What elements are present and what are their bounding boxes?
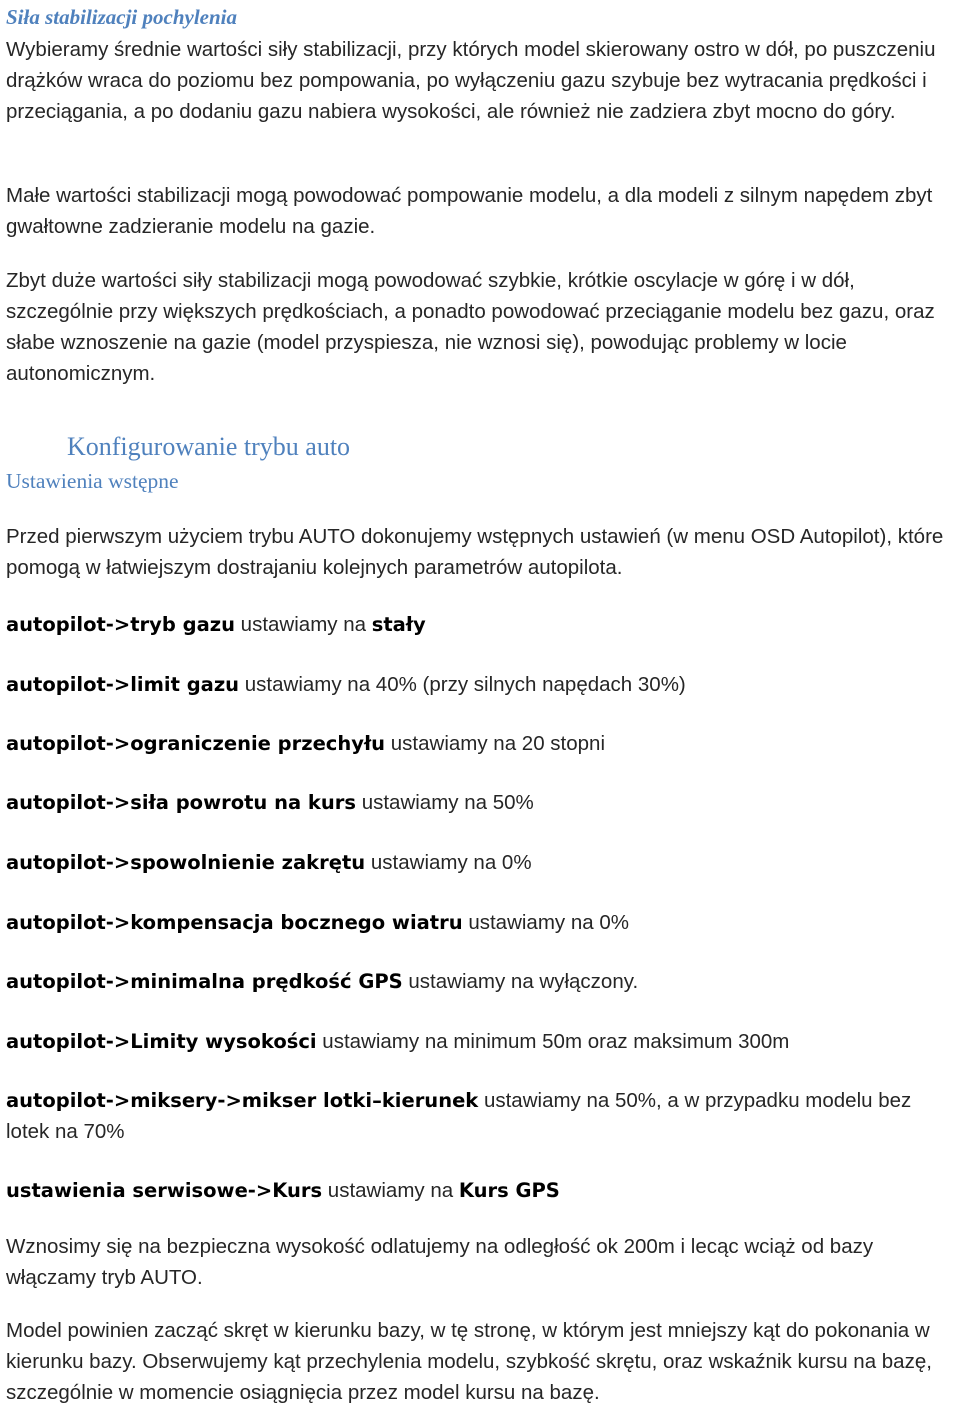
setting-text: ustawiamy na 0% <box>462 911 629 934</box>
setting-aileron-rudder-mixer <box>6 1085 960 1147</box>
setting-text: ustawiamy na 50%, a w przypadku modelu bez lotek na 70% <box>6 1089 912 1143</box>
setting-text: ustawiamy na 20 stopni <box>385 732 606 755</box>
setting-text: ustawiamy na 0% <box>365 851 532 874</box>
setting-path: autopilot->siła powrotu na kurs <box>6 791 356 814</box>
setting-path: autopilot->minimalna prędkość GPS <box>6 970 403 993</box>
paragraph-stabilization-intro: Wybieramy średnie wartości siły stabilizacji, przy których model skierowany ostro w dół, po puszczeniu drążków wraca do poziomu bez pompowania, po wyłączeniu gazu szybuje bez wytracania prędkości i przeciągania, a po dodaniu gazu nabiera wysokości, ale również nie zadziera zbyt mocno do góry. <box>6 38 936 123</box>
setting-text: ustawiamy na <box>322 1179 459 1202</box>
setting-path: autopilot->spowolnienie zakrętu <box>6 851 366 874</box>
paragraph-high-values: Zbyt duże wartości siły stabilizacji mogą powodować szybkie, krótkie oscylacje w górę i w dół, szczególnie przy większych prędkościach, a ponadto powodować przeciąganie modelu bez gazu, oraz słabe wznoszenie na gazie (model przyspiesza, nie wznosi się), powodując problemy w locie autonomicznym. <box>6 269 935 385</box>
paragraph-low-values: Małe wartości stabilizacji mogą powodować pompowanie modelu, a dla modeli z silnym napędem zbyt gwałtowne zadzieranie modelu na gazie. <box>6 184 933 238</box>
setting-turn-slowdown <box>6 847 960 878</box>
paragraph-climb-engage: Wznosimy się na bezpieczna wysokość odlatujemy na odległość ok 200m i lecąc wciąż od bazy włączamy tryb AUTO. <box>6 1235 874 1289</box>
paragraph-intro-auto: Przed pierwszym użyciem trybu AUTO dokonujemy wstępnych ustawień (w menu OSD Autopilot), które pomogą w łatwiejszym dostrajaniu kolejnych parametrów autopilota. <box>6 525 944 579</box>
setting-text: ustawiamy na minimum 50m oraz maksimum 300m <box>316 1030 790 1053</box>
heading-configure-auto: Konfigurowanie trybu auto <box>67 432 351 461</box>
setting-value: Kurs GPS <box>458 1179 560 1202</box>
setting-path: autopilot->miksery->mikser lotki–kierunek <box>6 1089 479 1112</box>
setting-throttle-limit <box>6 669 960 700</box>
setting-text: ustawiamy na wyłączony. <box>402 970 639 993</box>
setting-min-gps-speed <box>6 966 960 997</box>
setting-throttle-mode <box>6 609 960 640</box>
setting-course-return <box>6 787 960 818</box>
setting-value: stały <box>371 613 426 636</box>
setting-crosswind <box>6 907 960 938</box>
heading-initial-settings: Ustawienia wstępne <box>6 469 179 493</box>
setting-path: autopilot->kompensacja bocznego wiatru <box>6 911 463 934</box>
setting-text: ustawiamy na 50% <box>356 791 534 814</box>
setting-altitude-limits <box>6 1026 960 1057</box>
setting-path: autopilot->tryb gazu <box>6 613 235 636</box>
setting-text: ustawiamy na 40% (przy silnych napędach 30%) <box>239 673 686 696</box>
setting-path: autopilot->Limity wysokości <box>6 1030 317 1053</box>
setting-path: autopilot->limit gazu <box>6 673 240 696</box>
setting-path: autopilot->ograniczenie przechyłu <box>6 732 386 755</box>
paragraph-model-turn: Model powinien zacząć skręt w kierunku bazy, w tę stronę, w którym jest mniejszy kąt do pokonania w kierunku bazy. Obserwujemy kąt przechylenia modelu, szybkość skrętu, oraz wskaźnik kursu na bazę, szczególnie w momencie osiągnięcia przez model kursu na bazę. <box>6 1319 932 1404</box>
setting-bank-limit <box>6 728 960 759</box>
setting-service-course <box>6 1175 960 1206</box>
setting-text: ustawiamy na <box>234 613 372 636</box>
setting-path: ustawienia serwisowe->Kurs <box>6 1179 323 1202</box>
section-title: Siła stabilizacji pochylenia <box>6 5 238 29</box>
